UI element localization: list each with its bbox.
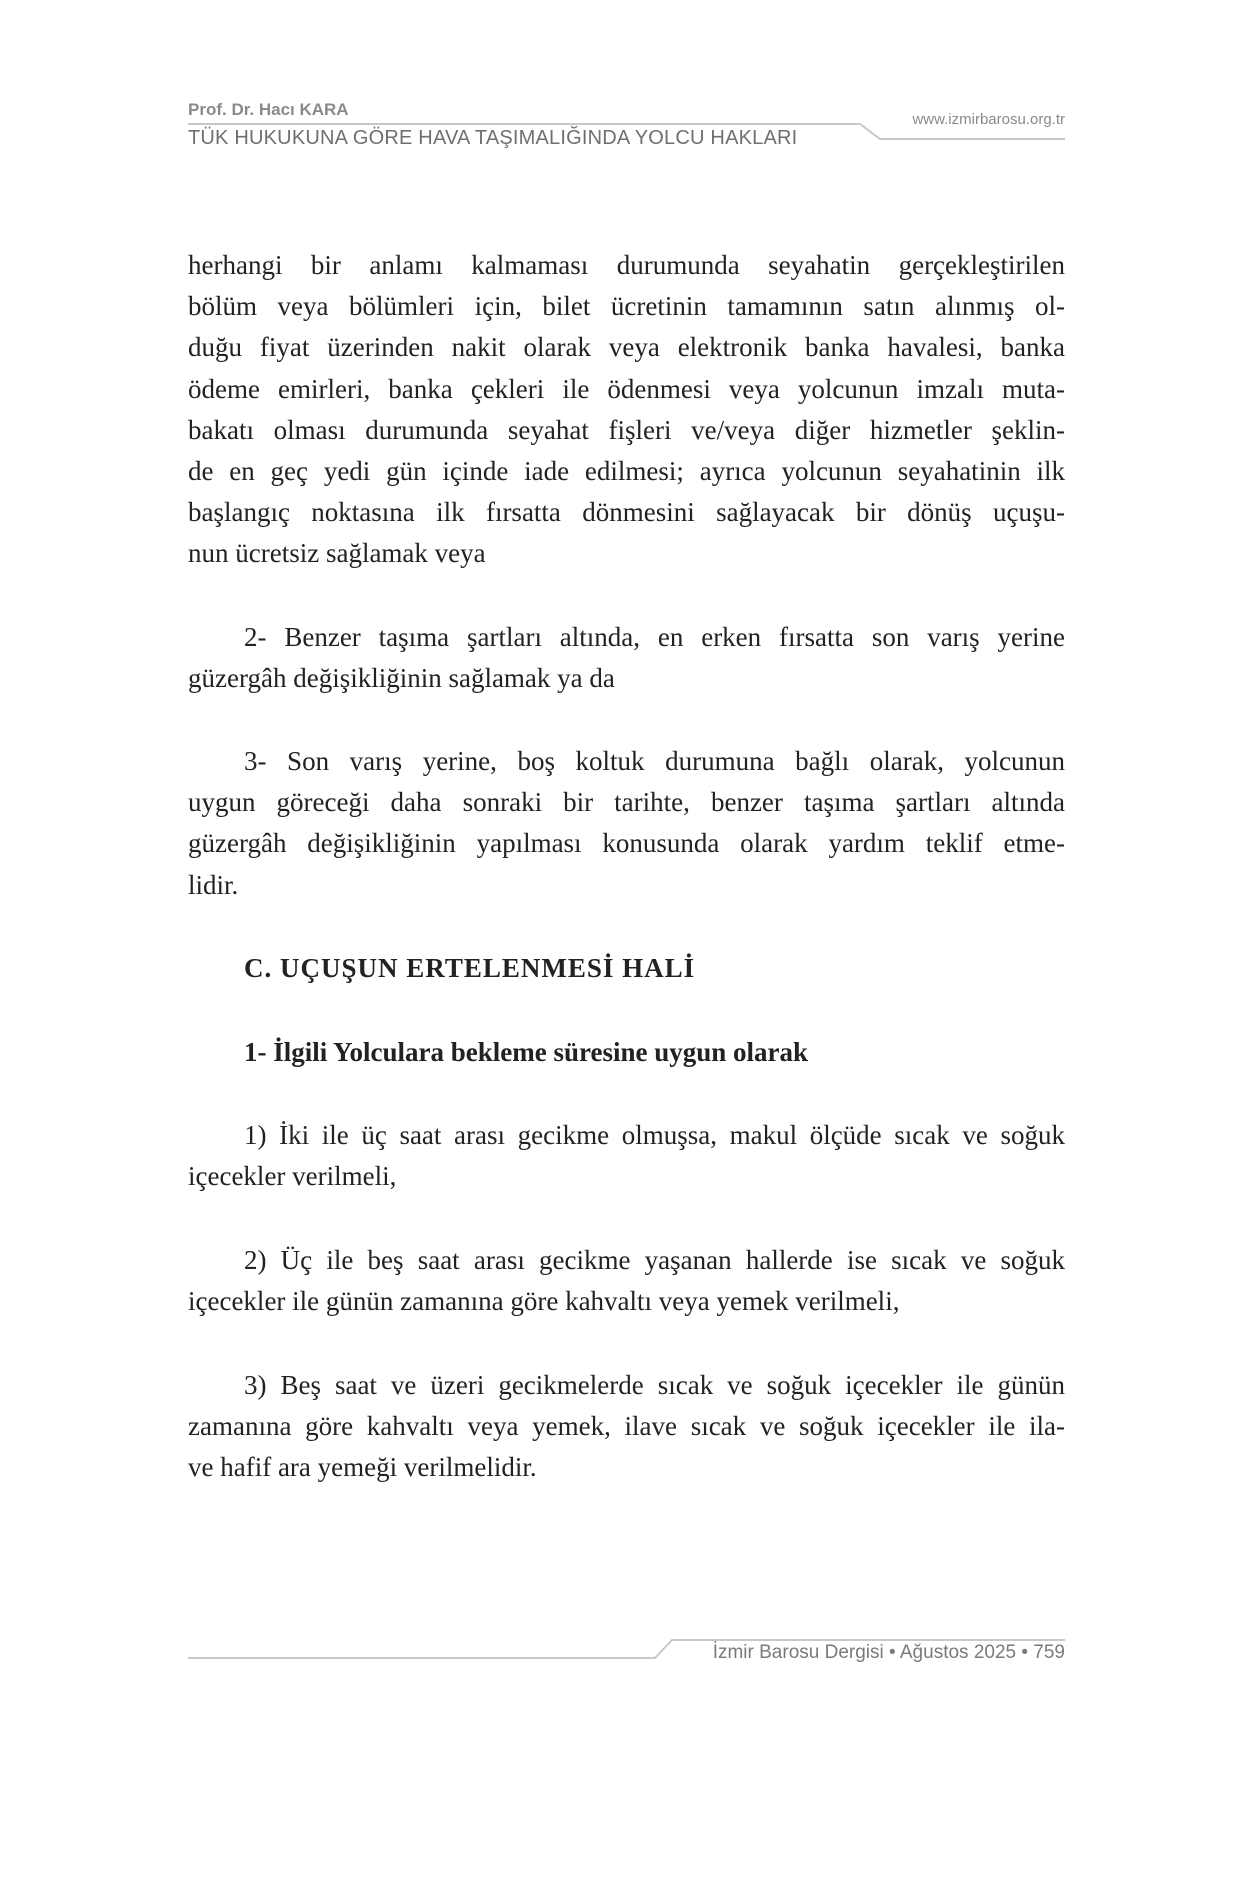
- paragraph-3: [188, 741, 1065, 906]
- text-line: ve hafif ara yemeği verilmelidir.: [188, 1452, 537, 1483]
- text-line: lidir.: [188, 869, 239, 900]
- text-line: 2- Benzer taşıma şartları altında, en erken fırsatta son varış yerine: [244, 622, 1065, 652]
- header-url: www.izmirbarosu.org.tr: [912, 111, 1065, 128]
- text-line: başlangıç noktasına ilk fırsatta dönmesini sağlayacak bir dönüş uçuşu-: [188, 497, 1065, 528]
- text-line: bakatı olması durumunda seyahat fişleri ve/veya diğer hizmetler şeklin-: [188, 414, 1065, 445]
- header-author: Prof. Dr. Hacı KARA: [188, 100, 349, 119]
- text-line: 2) Üç ile beş saat arası gecikme yaşanan hallerde ise sıcak ve soğuk: [244, 1245, 1065, 1275]
- text-line: içecekler verilmeli,: [188, 1161, 397, 1192]
- text-line: bölüm veya bölümleri için, bilet ücretinin tamamının satın alınmış ol-: [188, 291, 1065, 322]
- header-rule: [0, 0, 1260, 160]
- section-heading: C. UÇUŞUN ERTELENMESİ HALİ: [244, 953, 696, 983]
- text-line: herhangi bir anlamı kalmaması durumunda seyahatin gerçekleştirilen: [188, 250, 1065, 280]
- text-line: güzergâh değişikliğinin yapılması konusunda olarak yardım teklif etme-: [188, 828, 1065, 859]
- text-line: güzergâh değişikliğinin sağlamak ya da: [188, 663, 615, 694]
- text-line: de en geç yedi gün içinde iade edilmesi; ayrıca yolcunun seyahatinin ilk: [188, 455, 1065, 486]
- subheading: 1- İlgili Yolculara bekleme süresine uygun olarak: [244, 1037, 809, 1067]
- item-3: [188, 1365, 1065, 1489]
- text-line: 3- Son varış yerine, boş koltuk durumuna bağlı olarak, yolcunun: [244, 746, 1065, 776]
- text-line: içecekler ile günün zamanına göre kahvaltı veya yemek verilmeli,: [188, 1286, 900, 1317]
- item-1: [188, 1115, 1065, 1197]
- text-line: 3) Beş saat ve üzeri gecikmelerde sıcak ve soğuk içecekler ile günün: [244, 1370, 1065, 1400]
- footer-rule: [0, 1600, 1260, 1680]
- text-line: zamanına göre kahvaltı veya yemek, ilave sıcak ve soğuk içecekler ile ila-: [188, 1411, 1065, 1442]
- text-line: nun ücretsiz sağlamak veya: [188, 538, 486, 569]
- text-line: ödeme emirleri, banka çekleri ile ödenmesi veya yolcunun imzalı muta-: [188, 373, 1065, 404]
- text-line: duğu fiyat üzerinden nakit olarak veya elektronik banka havalesi, banka: [188, 332, 1065, 363]
- text-line: uygun göreceği daha sonraki bir tarihte, benzer taşıma şartları altında: [188, 787, 1065, 818]
- item-2: [188, 1240, 1065, 1322]
- paragraph-2: [188, 617, 1065, 699]
- footer-journal-page: İzmir Barosu Dergisi • Ağustos 2025 • 759: [712, 1642, 1065, 1663]
- paragraph-1: [188, 245, 1065, 575]
- header-title: TÜK HUKUKUNA GÖRE HAVA TAŞIMALIĞINDA YOLCU HAKLARI: [188, 127, 798, 149]
- text-line: 1) İki ile üç saat arası gecikme olmuşsa, makul ölçüde sıcak ve soğuk: [244, 1120, 1065, 1150]
